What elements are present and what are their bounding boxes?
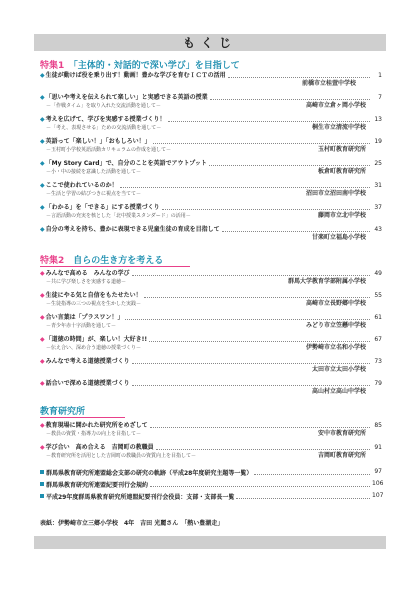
toc-appendix-item[interactable]: 群馬県教育研究所連盟紀要刊行会規約 106 <box>40 480 382 489</box>
toc-entry[interactable]: ◆ 話合いで深める道徳授業づくり 79 高山村立高山中学校 <box>40 380 382 395</box>
toc-entry[interactable]: ◆ 考えを広げて、学びを実感する授業づくり！ 13 －「考え、表現させる」ための交流活動を通して－ 桐生市立清流中学校 <box>40 116 382 131</box>
section-heading-1: 特集1 「主体的・対話的で深い学び」を目指して <box>40 61 240 71</box>
toc-entry[interactable]: ◆ 自分の考えを持ち、豊かに表現できる児童生徒の育成を目指して 43 甘楽町立福島小学校 <box>40 226 382 241</box>
toc-entry[interactable]: ◆ 「道徳の時間」が、楽しい！大好き!! 67 －伝え合い、深め合う道徳の授業づくり－ 伊勢崎市立名和小学校 <box>40 336 382 351</box>
toc-entry[interactable]: ◆ 学び合い 高め合える 吉岡町の教職員 91 －教育研究所を活用とした吉岡町の教職員の資質向上を目指して－ 吉岡町教育研究所 <box>40 444 382 459</box>
toc-appendix-item[interactable]: 群馬県教育研究所連盟総会支部の研究の軌跡（平成28年度研究主題等一覧） 97 <box>40 468 382 477</box>
toc-appendix-item[interactable]: 平成29年度群馬県教育研究所連盟紀要刊行会役員：支部・支部長一覧 107 <box>40 492 382 501</box>
square-bullet-icon <box>40 470 44 474</box>
square-bullet-icon <box>40 494 44 498</box>
toc-entry[interactable]: ◆ みんなで考える道徳授業づくり 73 太田市立太田小学校 <box>40 358 382 373</box>
toc-entry[interactable]: ◆ 生徒が動けば役を乗り出す！動画！豊かな学びを育むＩＣＴの活用 1 前橋市立桂萱中学校 <box>40 72 382 87</box>
square-bullet-icon <box>40 482 44 486</box>
toc-entry[interactable]: ◆ 生徒にやる気と自信をもたせたい！ 55 －生徒指導の三つの視点を生かした実践－ 高崎市立長野郷中学校 <box>40 292 382 307</box>
toc-entry[interactable]: ◆ みんなで高める みんなの学び 49 －共に学び楽しさを実感する道徳－ 群馬大学教育学部附属小学校 <box>40 270 382 285</box>
toc-entry[interactable]: ◆ 合い言葉は「プラスワン！」 61 －青少年赤十字活動を通して－ みどり市立笠懸中学校 <box>40 314 382 329</box>
section-heading-2: 特集2 自らの生き方を考える <box>40 256 164 266</box>
cover-credit: 表紙：伊勢崎市立三郷小学校 4年 吉田 光麗さん 「熱い豊潮走」 <box>40 520 224 527</box>
section-heading-3: 教育研究所 <box>40 407 86 417</box>
footer-bar <box>34 536 386 549</box>
page-title: もくじ <box>34 34 386 51</box>
section-underline <box>40 417 125 418</box>
toc-entry[interactable]: ◆ 「わかる」を「できる」にする授業づくり 37 －言語活動の充実を核とした「北中授業スタンダード」の活用－ 藤岡市立北中学校 <box>40 204 382 219</box>
toc-entry[interactable]: ◆ ここで使われているのか！ 31 －生活と学習の結びつきに視点を当てて－ 沼田市立沼田南中学校 <box>40 182 382 197</box>
section-underline <box>40 266 190 267</box>
toc-entry[interactable]: ◆ 「思いや考えを伝えられて楽しい」と実感できる英語の授業 7 －「作戦タイム」を取り入れた交流活動を通して－ 高崎市立倉ヶ岡小学校 <box>40 94 382 109</box>
toc-entry[interactable]: ◆ 教育現場に開かれた研究所をめざして 85 －教員の資質・指導力の向上を目指して－ 安中市教育研究所 <box>40 422 382 437</box>
toc-entry[interactable]: ◆ 英語って「楽しい！」「おもしろい！」 19 －玉村町小学校英語活動カリキュラムの作成を通して－ 玉村町教育研究所 <box>40 138 382 153</box>
toc-entry[interactable]: ◆ 「My Story Card」で、自分のことを英語でアウトプット 25 －小・中の接続を意識した活動を通して－ 板倉町教育研究所 <box>40 160 382 175</box>
